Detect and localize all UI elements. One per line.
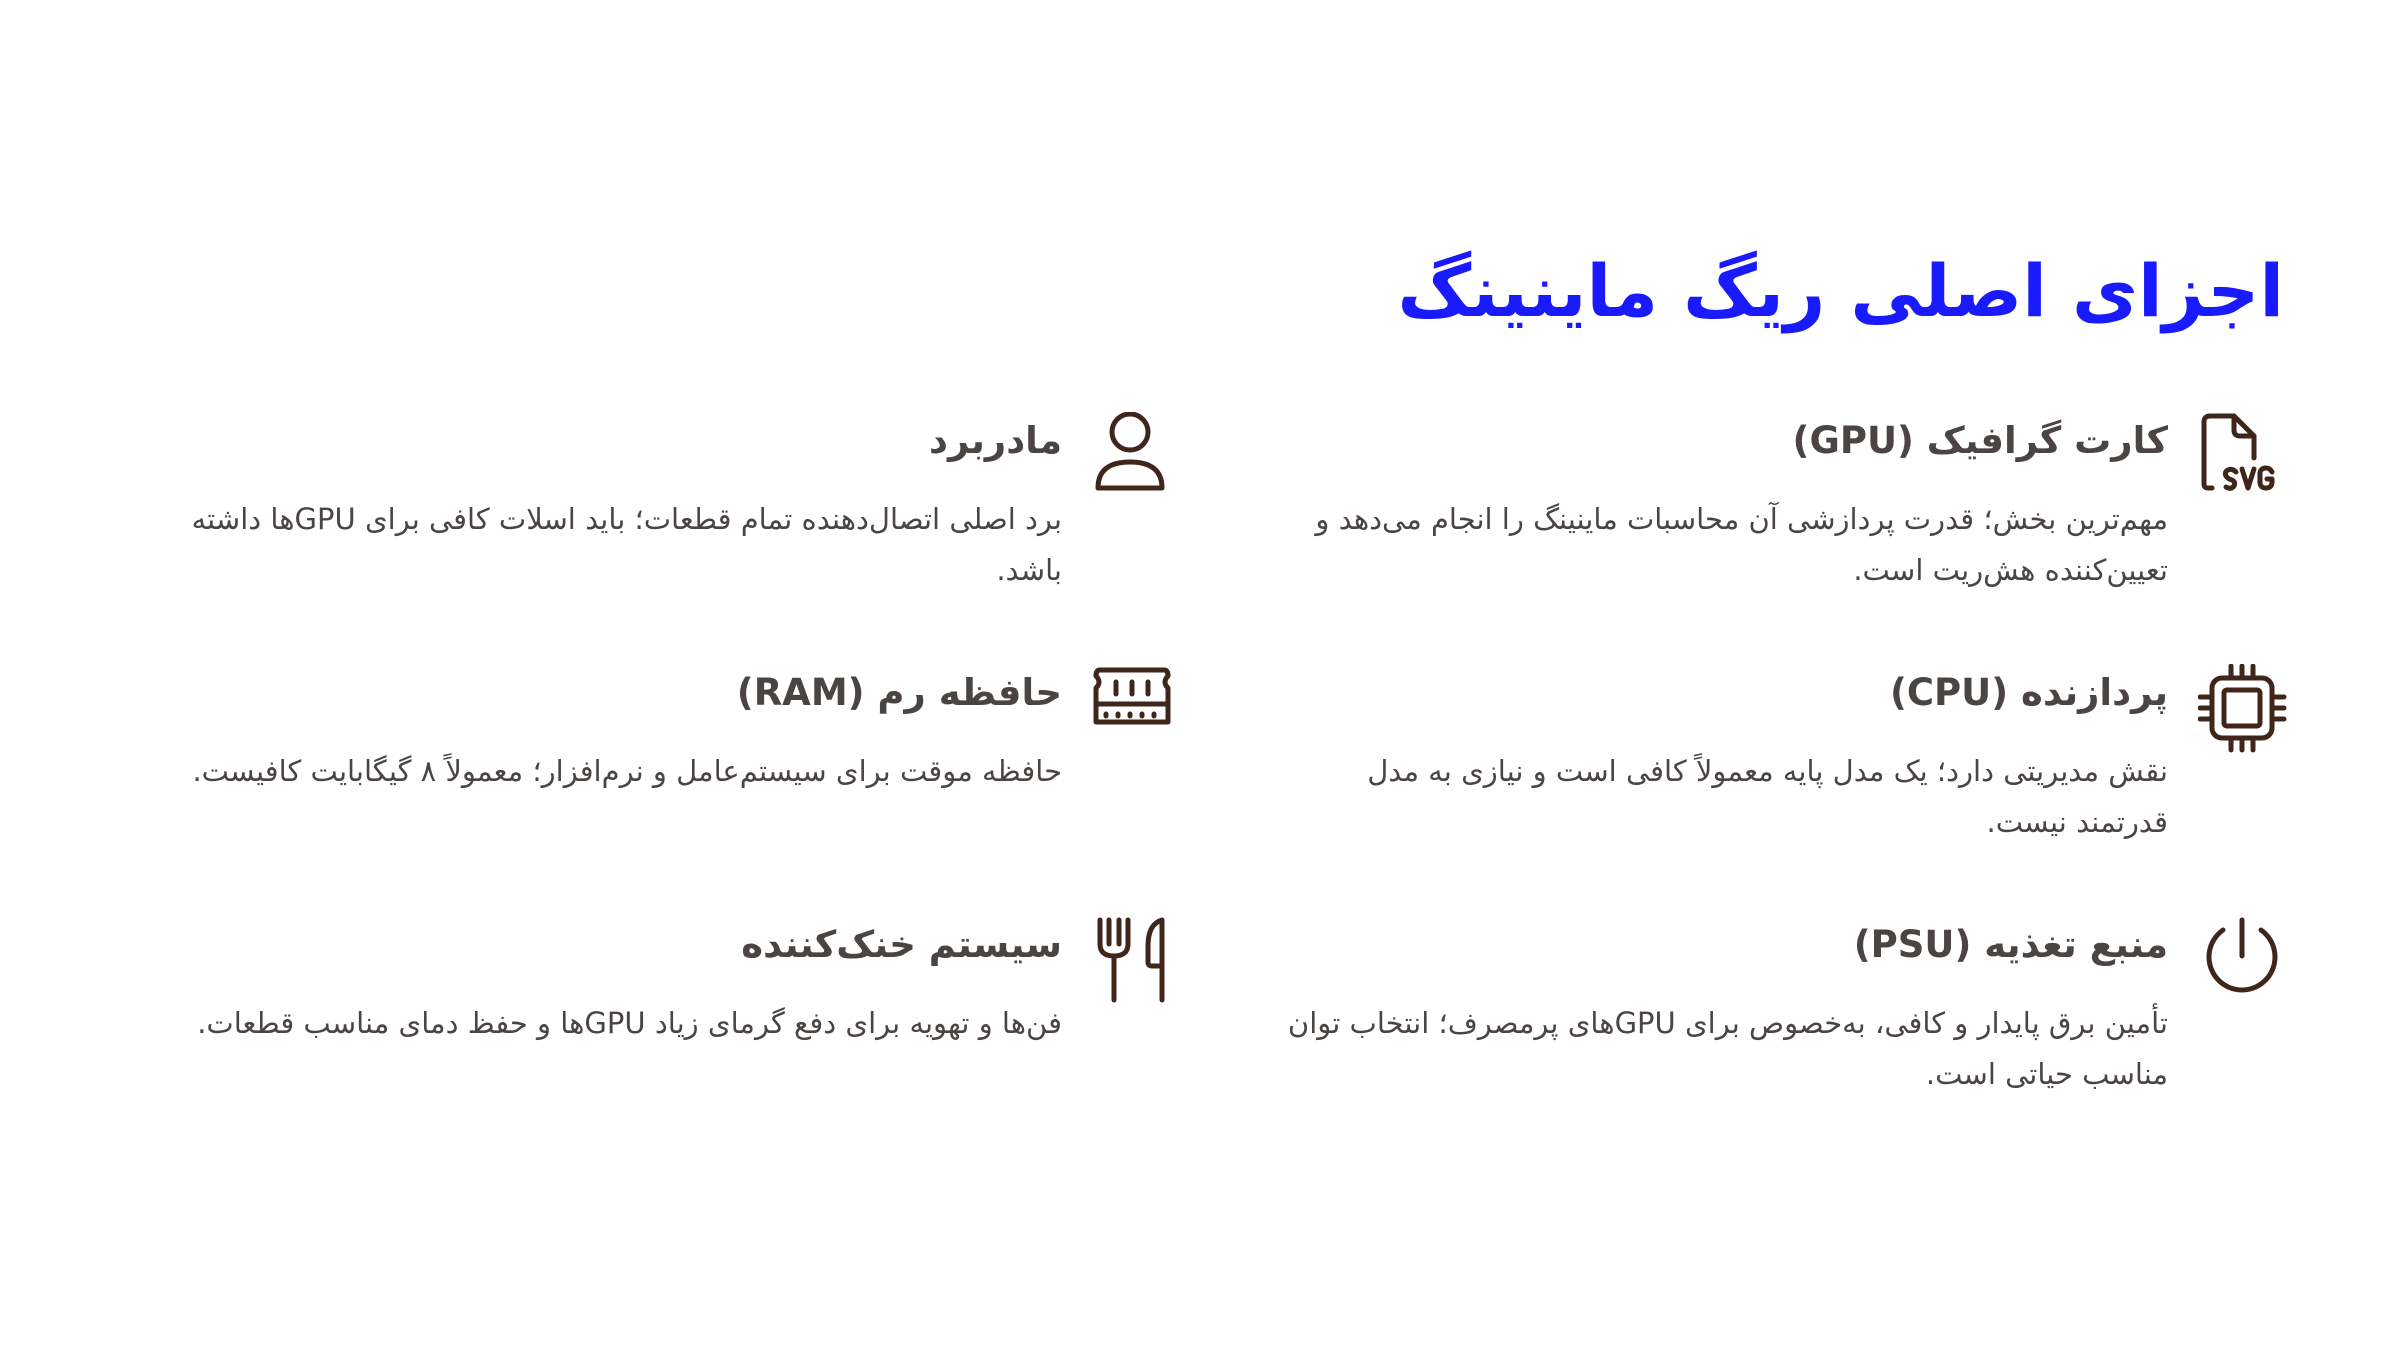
component-heading: پردازنده (CPU) [1889, 671, 2168, 714]
component-heading: مادربرد [929, 419, 1062, 462]
component-description: نقش مدیریتی دارد؛ یک مدل پایه معمولاً کافی است و نیازی به مدل قدرتمند نیست. [1367, 754, 2168, 839]
component-cooling [152, 916, 1182, 1136]
component-description: فن‌ها و تهویه برای دفع گرمای زیاد GPUها و حفظ دمای مناسب قطعات. [197, 1006, 1062, 1040]
component-gpu [1258, 412, 2288, 632]
component-psu [1258, 916, 2288, 1136]
component-description: برد اصلی اتصال‌دهنده تمام قطعات؛ باید اسلات کافی برای GPUها داشته باشد. [191, 502, 1062, 587]
cpu-chip-icon [2198, 664, 2288, 754]
page-title: اجزای اصلی ریگ ماینینگ [1397, 249, 2284, 333]
component-cpu [1258, 664, 2288, 884]
component-heading: منبع تغذیه (PSU) [1853, 923, 2168, 966]
component-description: تأمین برق پایدار و کافی، به‌خصوص برای GPUهای پرمصرف؛ انتخاب توان مناسب حیاتی است. [1287, 1006, 2168, 1091]
file-svg-icon [2198, 412, 2288, 502]
fork-knife-icon [1092, 916, 1182, 1006]
component-description: حافظه موقت برای سیستم‌عامل و نرم‌افزار؛ معمولاً ۸ گیگابایت کافیست. [192, 754, 1062, 788]
component-heading: حافظه رم (RAM) [736, 671, 1062, 714]
power-icon [2198, 916, 2288, 1006]
component-heading: کارت گرافیک (GPU) [1792, 419, 2168, 462]
memory-module-icon [1092, 664, 1182, 754]
component-description: مهم‌ترین بخش؛ قدرت پردازشی آن محاسبات ماینینگ را انجام می‌دهد و تعیین‌کننده هش‌ریت است. [1315, 502, 2168, 587]
user-icon [1092, 412, 1182, 502]
component-heading: سیستم خنک‌کننده [741, 923, 1062, 966]
component-ram [152, 664, 1182, 884]
component-motherboard [152, 412, 1182, 632]
